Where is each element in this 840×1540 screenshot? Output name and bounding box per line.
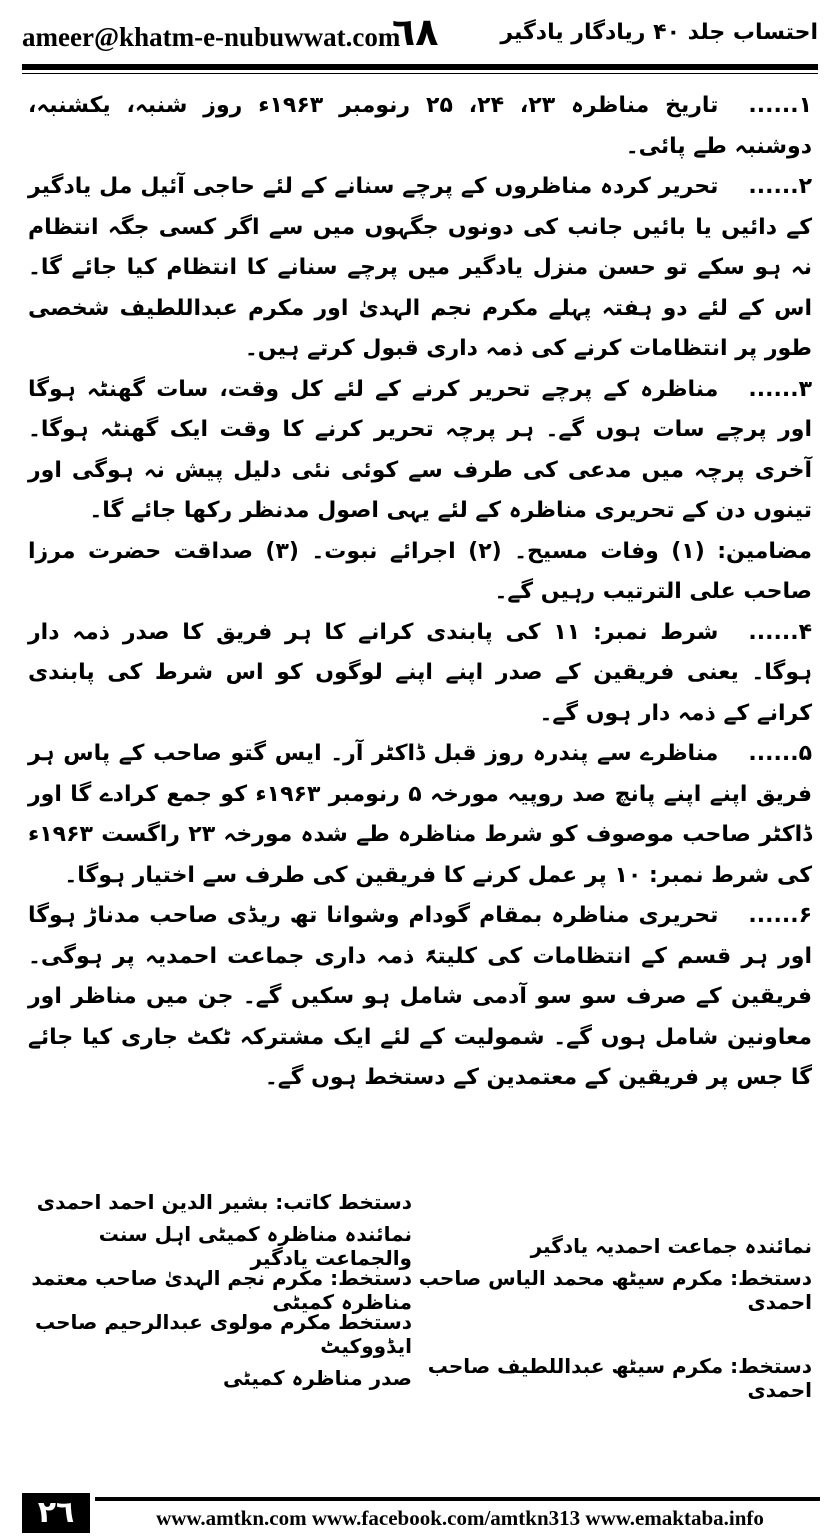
paragraph-text: شرط نمبر: ۱۱ کی پابندی کرانے کا ہر فریق کا صدر ذمہ دار ہوگا۔ یعنی فریقین کے صدر اپنے اپنے لوگوں کو اس شرط کی پابندی کرانے کے ذمہ دار ہوں گے۔ (28, 619, 812, 726)
signature-row (28, 1180, 812, 1224)
signature-right: دستخط: مکرم سیٹھ محمد الیاس صاحب احمدی (418, 1266, 812, 1314)
paragraph-2 (28, 167, 812, 370)
signature-right: دستخط: مکرم سیٹھ عبداللطیف صاحب احمدی (427, 1354, 812, 1402)
signature-left: صدر مناظرہ کمیٹی (223, 1366, 412, 1390)
header-email: ameer@khatm-e-nubuwwat.com (22, 22, 401, 52)
paragraph-text: تحریری مناظرہ بمقام گودام وشوانا تھ ریڈی صاحب مدناڑ ہوگا اور ہر قسم کے انتظامات کی کلیتہً ذمہ داری جماعت احمدیہ پر ہوگی۔ فریقین کے صرف سو سو آدمی شامل ہو سکیں گے۔ جن میں مناظر اور معاونین شامل ہوں گے۔ شمولیت کے لئے ایک مشترکہ ٹکٹ جاری کیا جائے گا جس پر فریقین کے معتمدین کے دستخط ہوں گے۔ (28, 903, 812, 1090)
paragraph-number: ۴...... (748, 619, 812, 645)
paragraph-text: مناظرے سے پندرہ روز قبل ڈاکٹر آر۔ ایس گتو صاحب کے پاس ہر فریق اپنے اپنے پانچ صد روپیہ مورخہ ۵ رنومبر ۱۹۶۳ء کو جمع کرادے گا اور ڈاکٹر صاحب موصوف کو شرط مناظرہ طے شدہ مورخہ ۲۳ راگست ۱۹۶۳ء کی شرط نمبر: ۱۰ پر عمل کرنے کا فریقین کی طرف سے اختیار ہوگا۔ (28, 741, 812, 888)
paragraph-3 (28, 370, 812, 532)
footer-rule (95, 1497, 820, 1501)
signature-left: دستخط مکرم مولوی عبدالرحیم صاحب ایڈووکیٹ (34, 1310, 412, 1358)
signature-left: نمائندہ مناظرہ کمیٹی اہل سنت والجماعت یادگیر (98, 1222, 412, 1270)
footer-page-number: ۲٦ (22, 1493, 90, 1533)
footer-urls: www.amtkn.com www.facebook.com/amtkn313 www.emaktaba.info (156, 1506, 764, 1530)
signature-right: نمائندہ جماعت احمدیہ یادگیر (530, 1234, 812, 1258)
signature-left: دستخط کاتب: بشیر الدین احمد احمدی (36, 1190, 412, 1214)
signature-row (28, 1268, 812, 1312)
paragraph-text: مضامین: (۱) وفات مسیح۔ (۲) اجرائے نبوت۔ (۳) صداقت حضرت مرزا صاحب علی الترتیب رہیں گے۔ (28, 538, 812, 604)
paragraph-number: ۵...... (748, 741, 812, 766)
signature-row (28, 1312, 812, 1356)
paragraph-6 (28, 896, 812, 1099)
paragraph-number: ۳...... (748, 376, 812, 402)
signature-row (28, 1356, 812, 1400)
paragraph-5 (28, 734, 812, 896)
paragraph-text: تحریر کردہ مناظروں کے پرچے سنانے کے لئے حاجی آئیل مل یادگیر کے دائیں یا بائیں جانب کی دونوں جگہوں میں سے اگر کسی جگہ انتظام نہ ہو سکے تو حسن منزل یادگیر میں پرچے سنانے کا انتظام کیا جائے گا۔ اس کے لئے دو ہفتہ پہلے مکرم نجم الہدیٰ اور مکرم عبداللطیف شخصی طور پر انتظامات کرنے کی ذمہ داری قبول کرتے ہیں۔ (28, 174, 812, 361)
paragraph-topics (28, 532, 812, 613)
header-rule-thin (22, 73, 818, 74)
paragraph-1 (28, 86, 812, 167)
signature-block (28, 1180, 812, 1400)
signature-row (28, 1224, 812, 1268)
paragraph-text: تاریخ مناظرہ ۲۳، ۲۴، ۲۵ رنومبر ۱۹۶۳ء روز شنبہ، یکشنبہ، دوشنبہ طے پائی۔ (28, 93, 812, 159)
header-page-number: ٦٨ (392, 10, 439, 54)
signature-left: دستخط: مکرم نجم الہدیٰ صاحب معتمد مناظرہ کمیٹی (31, 1266, 412, 1314)
paragraph-text: مناظرہ کے پرچے تحریر کرنے کے لئے کل وقت، سات گھنٹہ ہوگا اور پرچے سات ہوں گے۔ ہر پرچہ تحریر کرنے کا وقت ایک گھنٹہ ہوگا۔ آخری پرچہ میں مدعی کی طرف سے کوئی نئی دلیل پیش نہ ہوگی اور تینوں دن کے تحریری مناظرہ کے لئے یہی اصول مدنظر رکھا جائے گا۔ (28, 376, 812, 523)
paragraph-number: ۱...... (748, 93, 812, 118)
header-rule-thick (22, 64, 818, 70)
paragraph-number: ۲...... (748, 174, 812, 199)
body-text (28, 86, 812, 1099)
paragraph-4 (28, 613, 812, 735)
header-title: احتساب جلد ۴۰ ریادگار یادگیر (500, 20, 818, 45)
paragraph-number: ۶...... (748, 903, 812, 928)
